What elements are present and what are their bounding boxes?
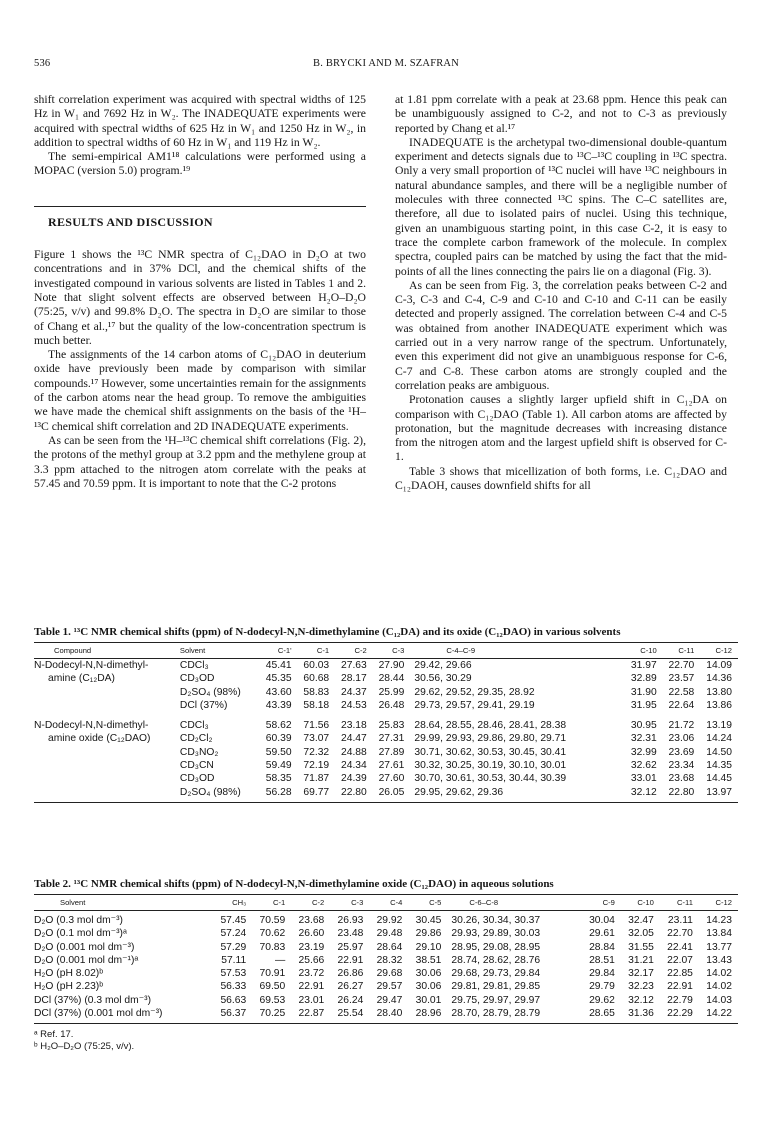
value-cell: 24.47: [340, 733, 367, 745]
value-cell: 22.91: [337, 954, 364, 966]
value-cell: 32.62: [630, 760, 657, 772]
value-cell: 69.77: [298, 786, 336, 803]
value-cell: 26.24: [337, 994, 364, 1006]
paragraph: As can be seen from Fig. 3, the correlation peaks between C-2 and C-3, C-3 and C-4, C-9 and C-10 and C-10 and C-11 can be easily detected and properly assigned. The correlation between C-4 and C-5 was obtained from another INADEQUATE experiment which was carried out in a very narrow range of the spectrum. Unfortunately, even this experiment did not give an unambiguous response for C-6, C-7 and C-8. These carbon atoms are strongly coupled and the correlation peaks are ambiguous.: [395, 278, 727, 392]
value-cell: 23.57: [668, 673, 695, 685]
value-cell: 31.21: [628, 954, 654, 966]
value-cell: 29.10: [415, 941, 442, 953]
value-cell: 25.66: [298, 954, 325, 966]
value-cell: 70.25: [252, 1007, 291, 1024]
value-cell: 25.99: [378, 686, 405, 698]
value-cell: 23.06: [668, 733, 695, 745]
paragraph: The semi-empirical AM1¹⁸ calculations were performed using a MOPAC (version 5.0) program.¹⁹: [34, 150, 366, 178]
column-header: C-11: [678, 646, 695, 655]
column-header: C-6–C-8: [469, 898, 499, 907]
value-cell: 23.68: [668, 773, 695, 785]
value-cell: 28.96: [408, 1007, 447, 1024]
value-cell: 32.23: [628, 981, 654, 993]
value-cell: 28.65: [582, 1007, 621, 1024]
column-header: C-1': [277, 646, 292, 655]
solvent-cell: H₂O (pH 8.02)ᵇ: [34, 968, 104, 980]
left-column: [34, 93, 366, 491]
value-cell: 29.62: [589, 994, 615, 1006]
value-cell: 29.93, 29.89, 30.03: [451, 928, 541, 940]
value-cell: 26.93: [337, 915, 364, 926]
value-cell: 57.29: [220, 941, 247, 953]
solvent-cell: CDCl₃: [179, 720, 209, 732]
solvent-cell: CD₃NO₂: [179, 746, 219, 758]
value-cell: 29.57: [376, 981, 403, 993]
paragraph: shift correlation experiment was acquired with spectral widths of 125 Hz in W₁ and 7692 Hz in W₂. The INADEQUATE experiments were acquired with spectral widths of 625 Hz in W₁ and 1250 Hz in W₂, in addition to spectral widths of 60 Hz in W₁ and 119 Hz in W₂.: [34, 93, 366, 149]
column-header: C-3: [392, 646, 405, 655]
table-1-grid: [34, 642, 738, 803]
table-row: [34, 954, 738, 967]
value-cell: 31.95: [630, 699, 657, 711]
value-cell: 27.90: [378, 660, 405, 671]
compound-cell: N-Dodecyl-N,N-dimethyl-: [34, 720, 149, 732]
value-cell: 71.56: [303, 720, 330, 732]
column-header: C-2: [312, 898, 325, 907]
value-cell: 73.07: [303, 733, 330, 745]
column-header: C-10: [640, 646, 657, 655]
value-cell: 45.41: [265, 660, 292, 671]
compound-cell: [34, 759, 180, 772]
value-cell: 27.63: [340, 660, 367, 671]
value-cell: 22.41: [667, 941, 693, 953]
value-cell: 23.19: [298, 941, 325, 953]
paragraph: The assignments of the 14 carbon atoms of C₁₂DAO in deuterium oxide have previously been made by comparison with similar compounds.¹⁷ However, some uncertainties remain for the assignments of the carbon atoms near the head group. To remove the ambiguities we have made the chemical shift assignments on the basis of the ¹H–¹³C chemical shift correlation and 2D INADEQUATE experiments.: [34, 348, 367, 433]
column-header: C-1: [316, 646, 330, 655]
solvent-cell: CD₂Cl₂: [179, 733, 213, 745]
value-cell: 69.50: [259, 981, 286, 993]
solvent-cell: CD₃OD: [179, 773, 215, 785]
value-cell: 32.47: [628, 915, 654, 926]
column-header: Solvent: [60, 898, 86, 907]
value-cell: 24.39: [340, 773, 367, 785]
value-cell: 25.97: [337, 941, 364, 953]
paragraph: Figure 1 shows the ¹³C NMR spectra of C₁₂DAO in D₂O at two concentrations and in 37% DCl, and the chemical shifts of the investigated compound in various solvents are listed in Tables 1 and 2. Note that slight solvent effects are observed between H₂O–D₂O (75:25, v/v) and 99.8% D₂O. The spectra in D₂O are similar to those of Chang et al.,¹⁷ but the quality of the low-concentration spectrum is much better.: [34, 248, 366, 347]
value-cell: 13.84: [706, 928, 732, 940]
value-cell: 29.61: [589, 928, 615, 940]
value-cell: 29.84: [589, 968, 615, 980]
value-cell: 30.32, 30.25, 30.19, 30.10, 30.01: [414, 760, 567, 772]
value-cell: 27.89: [378, 746, 405, 758]
compound-cell: [34, 786, 180, 803]
value-cell: 57.45: [220, 915, 247, 926]
table-1-body: [34, 659, 738, 803]
value-cell: 29.42, 29.66: [414, 660, 472, 671]
value-cell: 57.53: [220, 968, 247, 980]
value-cell: 32.89: [630, 673, 657, 685]
value-cell: 57.24: [220, 928, 247, 940]
paragraph: INADEQUATE is the archetypal two-dimensional double-quantum experiment and detects signals due to ¹³C–¹³C coupling in ¹³C spectra. Only a very small proportion of ¹³C nuclei will have ¹³C neighbours in natural abundance samples, and there will be a negligible number of molecules with three connected ¹³C spins. The C–C satellites are, therefore, all due to isolated pairs of nuclei. Using this technique, given an unambiguous starting point, in this case C-2, it is easy to trace the complete carbon framework of the molecule. In complex spectra, coupled pairs can be matched by using the fact that the mid-points of all the lines connecting the pairs lie on a diagonal (Fig. 3).: [395, 135, 727, 278]
column-header: C-2: [354, 646, 367, 655]
value-cell: 14.35: [706, 760, 732, 772]
value-cell: 70.83: [259, 941, 286, 953]
column-header: C-4–C-9: [446, 646, 476, 655]
solvent-cell: D₂SO₄ (98%): [180, 786, 254, 803]
table-row: [34, 686, 738, 699]
value-cell: 30.04: [589, 915, 615, 926]
value-cell: 28.32: [376, 954, 403, 966]
value-cell: 22.58: [668, 686, 695, 698]
table-row: [34, 759, 738, 772]
value-cell: 43.60: [265, 686, 292, 698]
value-cell: 26.60: [298, 928, 325, 940]
value-cell: 45.35: [265, 673, 292, 685]
value-cell: 21.72: [668, 720, 695, 732]
table-row: [34, 967, 738, 980]
value-cell: 26.27: [337, 981, 364, 993]
value-cell: 58.35: [265, 773, 292, 785]
value-cell: 27.31: [378, 733, 405, 745]
value-cell: 14.50: [706, 746, 732, 758]
table-row: [34, 980, 738, 993]
value-cell: 14.23: [706, 915, 732, 926]
table-row: [34, 672, 738, 685]
table-footnote: ᵇ H₂O–D₂O (75:25, v/v).: [34, 1041, 135, 1053]
value-cell: 29.92: [376, 915, 403, 926]
value-cell: 14.02: [706, 968, 732, 980]
value-cell: 72.19: [303, 760, 330, 772]
value-cell: 27.61: [378, 760, 405, 772]
value-cell: 60.03: [303, 660, 330, 671]
value-cell: 27.60: [378, 773, 405, 785]
table-caption: Table 1. ¹³C NMR chemical shifts (ppm) of N-dodecyl-N,N-dimethylamine (C₁₂DA) and its oxide (C₁₂DAO) in various solvents: [34, 626, 621, 638]
value-cell: 26.48: [378, 699, 405, 711]
value-cell: 28.84: [589, 941, 615, 953]
table-row: [34, 699, 738, 712]
value-cell: 29.68, 29.73, 29.84: [451, 968, 541, 980]
value-cell: 29.79: [589, 981, 615, 993]
value-cell: 32.12: [628, 994, 654, 1006]
value-cell: 23.01: [298, 994, 325, 1006]
table-row: [34, 994, 738, 1007]
value-cell: 14.02: [706, 981, 732, 993]
value-cell: 22.29: [660, 1007, 699, 1024]
table-caption: Table 2. ¹³C NMR chemical shifts (ppm) of N-dodecyl-N,N-dimethylamine oxide (C₁₂DAO) in aqueous solutions: [34, 878, 554, 890]
value-cell: 29.95, 29.62, 29.36: [410, 786, 625, 803]
paragraph: at 1.81 ppm correlate with a peak at 23.68 ppm. Hence this peak can be unambiguously assigned to C-2, and not to C-3 as previously reported by Chang et al.¹⁷: [395, 93, 727, 135]
value-cell: 26.05: [373, 786, 411, 803]
value-cell: 60.68: [303, 673, 330, 685]
solvent-cell: DCl (37%) (0.001 mol dm⁻³): [34, 1007, 208, 1024]
value-cell: 13.19: [706, 720, 732, 732]
value-cell: 28.74, 28.62, 28.76: [451, 954, 541, 966]
value-cell: 43.39: [265, 699, 292, 711]
value-cell: 13.86: [706, 699, 732, 711]
solvent-cell: CD₃OD: [179, 673, 215, 685]
value-cell: 13.97: [700, 786, 738, 803]
column-header: C-12: [715, 898, 732, 907]
compound-cell: [34, 699, 180, 712]
value-cell: 22.64: [668, 699, 695, 711]
value-cell: 58.83: [303, 686, 330, 698]
value-cell: 58.18: [303, 699, 330, 711]
compound-cell: amine oxide (C₁₂DAO): [48, 733, 151, 745]
value-cell: 22.85: [667, 968, 693, 980]
compound-cell: [34, 686, 180, 699]
value-cell: 56.33: [220, 981, 247, 993]
value-cell: 23.34: [668, 760, 695, 772]
value-cell: 28.64: [376, 941, 403, 953]
column-header: C-3: [351, 898, 364, 907]
value-cell: 32.12: [625, 786, 663, 803]
value-cell: 30.70, 30.61, 30.53, 30.44, 30.39: [414, 773, 567, 785]
table-row: [34, 746, 738, 759]
solvent-cell: DCl (37%) (0.3 mol dm⁻³): [34, 994, 152, 1006]
value-cell: 13.80: [706, 686, 732, 698]
solvent-cell: D₂O (0.3 mol dm⁻³): [34, 915, 123, 926]
table-row: [34, 786, 738, 803]
value-cell: 71.87: [303, 773, 330, 785]
table-row: [34, 712, 738, 732]
table-row: [34, 659, 738, 673]
value-cell: 14.09: [706, 660, 732, 671]
value-cell: 22.79: [667, 994, 693, 1006]
value-cell: 30.06: [415, 968, 442, 980]
compound-cell: N-Dodecyl-N,N-dimethyl-: [34, 660, 149, 671]
value-cell: 28.17: [340, 673, 367, 685]
value-cell: 28.44: [378, 673, 405, 685]
value-cell: 33.01: [630, 773, 657, 785]
running-head: B. BRYCKI AND M. SZAFRAN: [313, 58, 459, 69]
page-header: [34, 58, 738, 72]
value-cell: 70.91: [259, 968, 286, 980]
value-cell: 31.36: [621, 1007, 660, 1024]
solvent-cell: D₂O (0.001 mol dm⁻³): [34, 941, 135, 953]
value-cell: 22.91: [667, 981, 693, 993]
value-cell: 30.06: [415, 981, 442, 993]
value-cell: 29.99, 29.93, 29.86, 29.80, 29.71: [414, 733, 567, 745]
table-2-body: [34, 911, 738, 1024]
table-footnote: ᵃ Ref. 17.: [34, 1029, 74, 1041]
value-cell: 13.43: [706, 954, 732, 966]
value-cell: 31.55: [628, 941, 654, 953]
value-cell: 26.86: [337, 968, 364, 980]
value-cell: 29.73, 29.57, 29.41, 29.19: [414, 699, 535, 711]
value-cell: 24.53: [340, 699, 367, 711]
value-cell: 28.40: [369, 1007, 408, 1024]
table-row: [34, 1007, 738, 1024]
solvent-cell: CD₃CN: [179, 760, 214, 772]
value-cell: 24.34: [340, 760, 367, 772]
table-1: [34, 626, 738, 803]
section-heading: RESULTS AND DISCUSSION: [48, 214, 213, 229]
value-cell: 30.45: [415, 915, 442, 926]
solvent-cell: D₂O (0.001 mol dm⁻¹)ᵃ: [34, 954, 139, 966]
value-cell: 31.97: [630, 660, 657, 671]
value-cell: 25.83: [378, 720, 405, 732]
column-header: C-4: [390, 898, 403, 907]
table-2-grid: [34, 894, 738, 1024]
value-cell: 22.80: [663, 786, 701, 803]
value-cell: 30.56, 30.29: [414, 673, 472, 685]
value-cell: 24.88: [340, 746, 367, 758]
value-cell: 38.51: [415, 954, 442, 966]
value-cell: —: [274, 954, 286, 966]
value-cell: 13.77: [706, 941, 732, 953]
solvent-cell: DCl (37%): [179, 699, 228, 711]
compound-cell: amine (C₁₂DA): [48, 673, 115, 685]
compound-cell: [34, 746, 180, 759]
value-cell: 14.22: [699, 1007, 738, 1024]
value-cell: 28.51: [589, 954, 615, 966]
value-cell: 70.62: [259, 928, 286, 940]
solvent-cell: D₂O (0.1 mol dm⁻³)ᵃ: [34, 928, 127, 940]
value-cell: 30.01: [415, 994, 442, 1006]
value-cell: 60.39: [265, 733, 292, 745]
value-cell: 23.18: [340, 720, 367, 732]
paragraph: Table 3 shows that micellization of both forms, i.e. C₁₂DAO and C₁₂DAOH, causes downfield shifts for all: [395, 464, 727, 493]
value-cell: 29.48: [376, 928, 403, 940]
value-cell: 58.62: [265, 720, 292, 732]
value-cell: 24.37: [340, 686, 367, 698]
column-header: C-10: [637, 898, 654, 907]
column-header: C-5: [429, 898, 442, 907]
value-cell: 30.95: [630, 720, 657, 732]
value-cell: 14.36: [706, 673, 732, 685]
value-cell: 29.47: [376, 994, 403, 1006]
value-cell: 56.28: [254, 786, 297, 803]
solvent-cell: H₂O (pH 2.23)ᵇ: [34, 981, 104, 993]
value-cell: 23.69: [668, 746, 695, 758]
value-cell: 32.05: [628, 928, 654, 940]
value-cell: 25.54: [330, 1007, 369, 1024]
value-cell: 30.71, 30.62, 30.53, 30.45, 30.41: [414, 746, 567, 758]
value-cell: 23.48: [337, 928, 364, 940]
value-cell: 29.62, 29.52, 29.35, 28.92: [414, 686, 535, 698]
value-cell: 22.07: [667, 954, 693, 966]
table-row: [34, 772, 738, 785]
value-cell: 30.26, 30.34, 30.37: [451, 915, 541, 926]
value-cell: 56.63: [220, 994, 247, 1006]
value-cell: 29.81, 29.81, 29.85: [451, 981, 541, 993]
value-cell: 23.68: [298, 915, 325, 926]
value-cell: 29.86: [415, 928, 442, 940]
value-cell: 28.95, 29.08, 28.95: [451, 941, 541, 953]
page-number: 536: [34, 58, 51, 69]
value-cell: 22.87: [291, 1007, 330, 1024]
value-cell: 14.45: [706, 773, 732, 785]
column-header: C-12: [715, 646, 732, 655]
column-header: Compound: [54, 646, 92, 655]
table-row: [34, 732, 738, 745]
column-header: Solvent: [179, 646, 206, 655]
value-cell: 22.80: [335, 786, 373, 803]
column-header: C-1: [273, 898, 286, 907]
value-cell: 28.64, 28.55, 28.46, 28.41, 28.38: [414, 720, 567, 732]
solvent-cell: CDCl₃: [179, 660, 209, 671]
table-row: [34, 927, 738, 940]
value-cell: 29.75, 29.97, 29.97: [451, 994, 541, 1006]
value-cell: 69.53: [259, 994, 286, 1006]
value-cell: 28.70, 28.79, 28.79: [447, 1007, 581, 1024]
column-header: C-11: [677, 898, 693, 907]
value-cell: 32.17: [628, 968, 654, 980]
value-cell: 31.90: [630, 686, 657, 698]
paragraph: Protonation causes a slightly larger upfield shift in C₁₂DA on comparison with C₁₂DAO (Table 1). All carbon atoms are affected by protonation, but the magnitude decreases with increasing distance from the nitrogen atom and the largest upfield shift is observed for C-1.: [395, 393, 727, 464]
value-cell: 57.11: [221, 954, 247, 966]
solvent-cell: D₂SO₄ (98%): [179, 686, 241, 698]
compound-cell: [34, 772, 180, 785]
paragraph: As can be seen from the ¹H–¹³C chemical shift correlations (Fig. 2), the protons of the methyl group at 3.2 ppm and the methylene group at 3.3 ppm attached to the nitrogen atom correlate with the peaks at 57.45 and 70.59 ppm. It is important to note that the C-2 protons: [34, 433, 366, 490]
value-cell: 72.32: [303, 746, 330, 758]
value-cell: 32.31: [630, 733, 657, 745]
table-row: [34, 911, 738, 928]
right-column: [395, 93, 727, 493]
table-2: [34, 878, 738, 1053]
column-header: C-9: [602, 898, 615, 907]
value-cell: 22.70: [668, 660, 695, 671]
value-cell: 59.49: [265, 760, 292, 772]
value-cell: 59.50: [265, 746, 292, 758]
value-cell: 14.03: [706, 994, 732, 1006]
value-cell: 56.37: [208, 1007, 252, 1024]
table-row: [34, 941, 738, 954]
value-cell: 23.72: [298, 968, 325, 980]
value-cell: 22.70: [667, 928, 693, 940]
value-cell: 23.11: [667, 915, 693, 926]
column-header: CH₃: [232, 898, 247, 907]
value-cell: 32.99: [630, 746, 657, 758]
value-cell: 70.59: [259, 915, 286, 926]
value-cell: 29.68: [376, 968, 403, 980]
value-cell: 14.24: [706, 733, 732, 745]
value-cell: 22.91: [298, 981, 325, 993]
